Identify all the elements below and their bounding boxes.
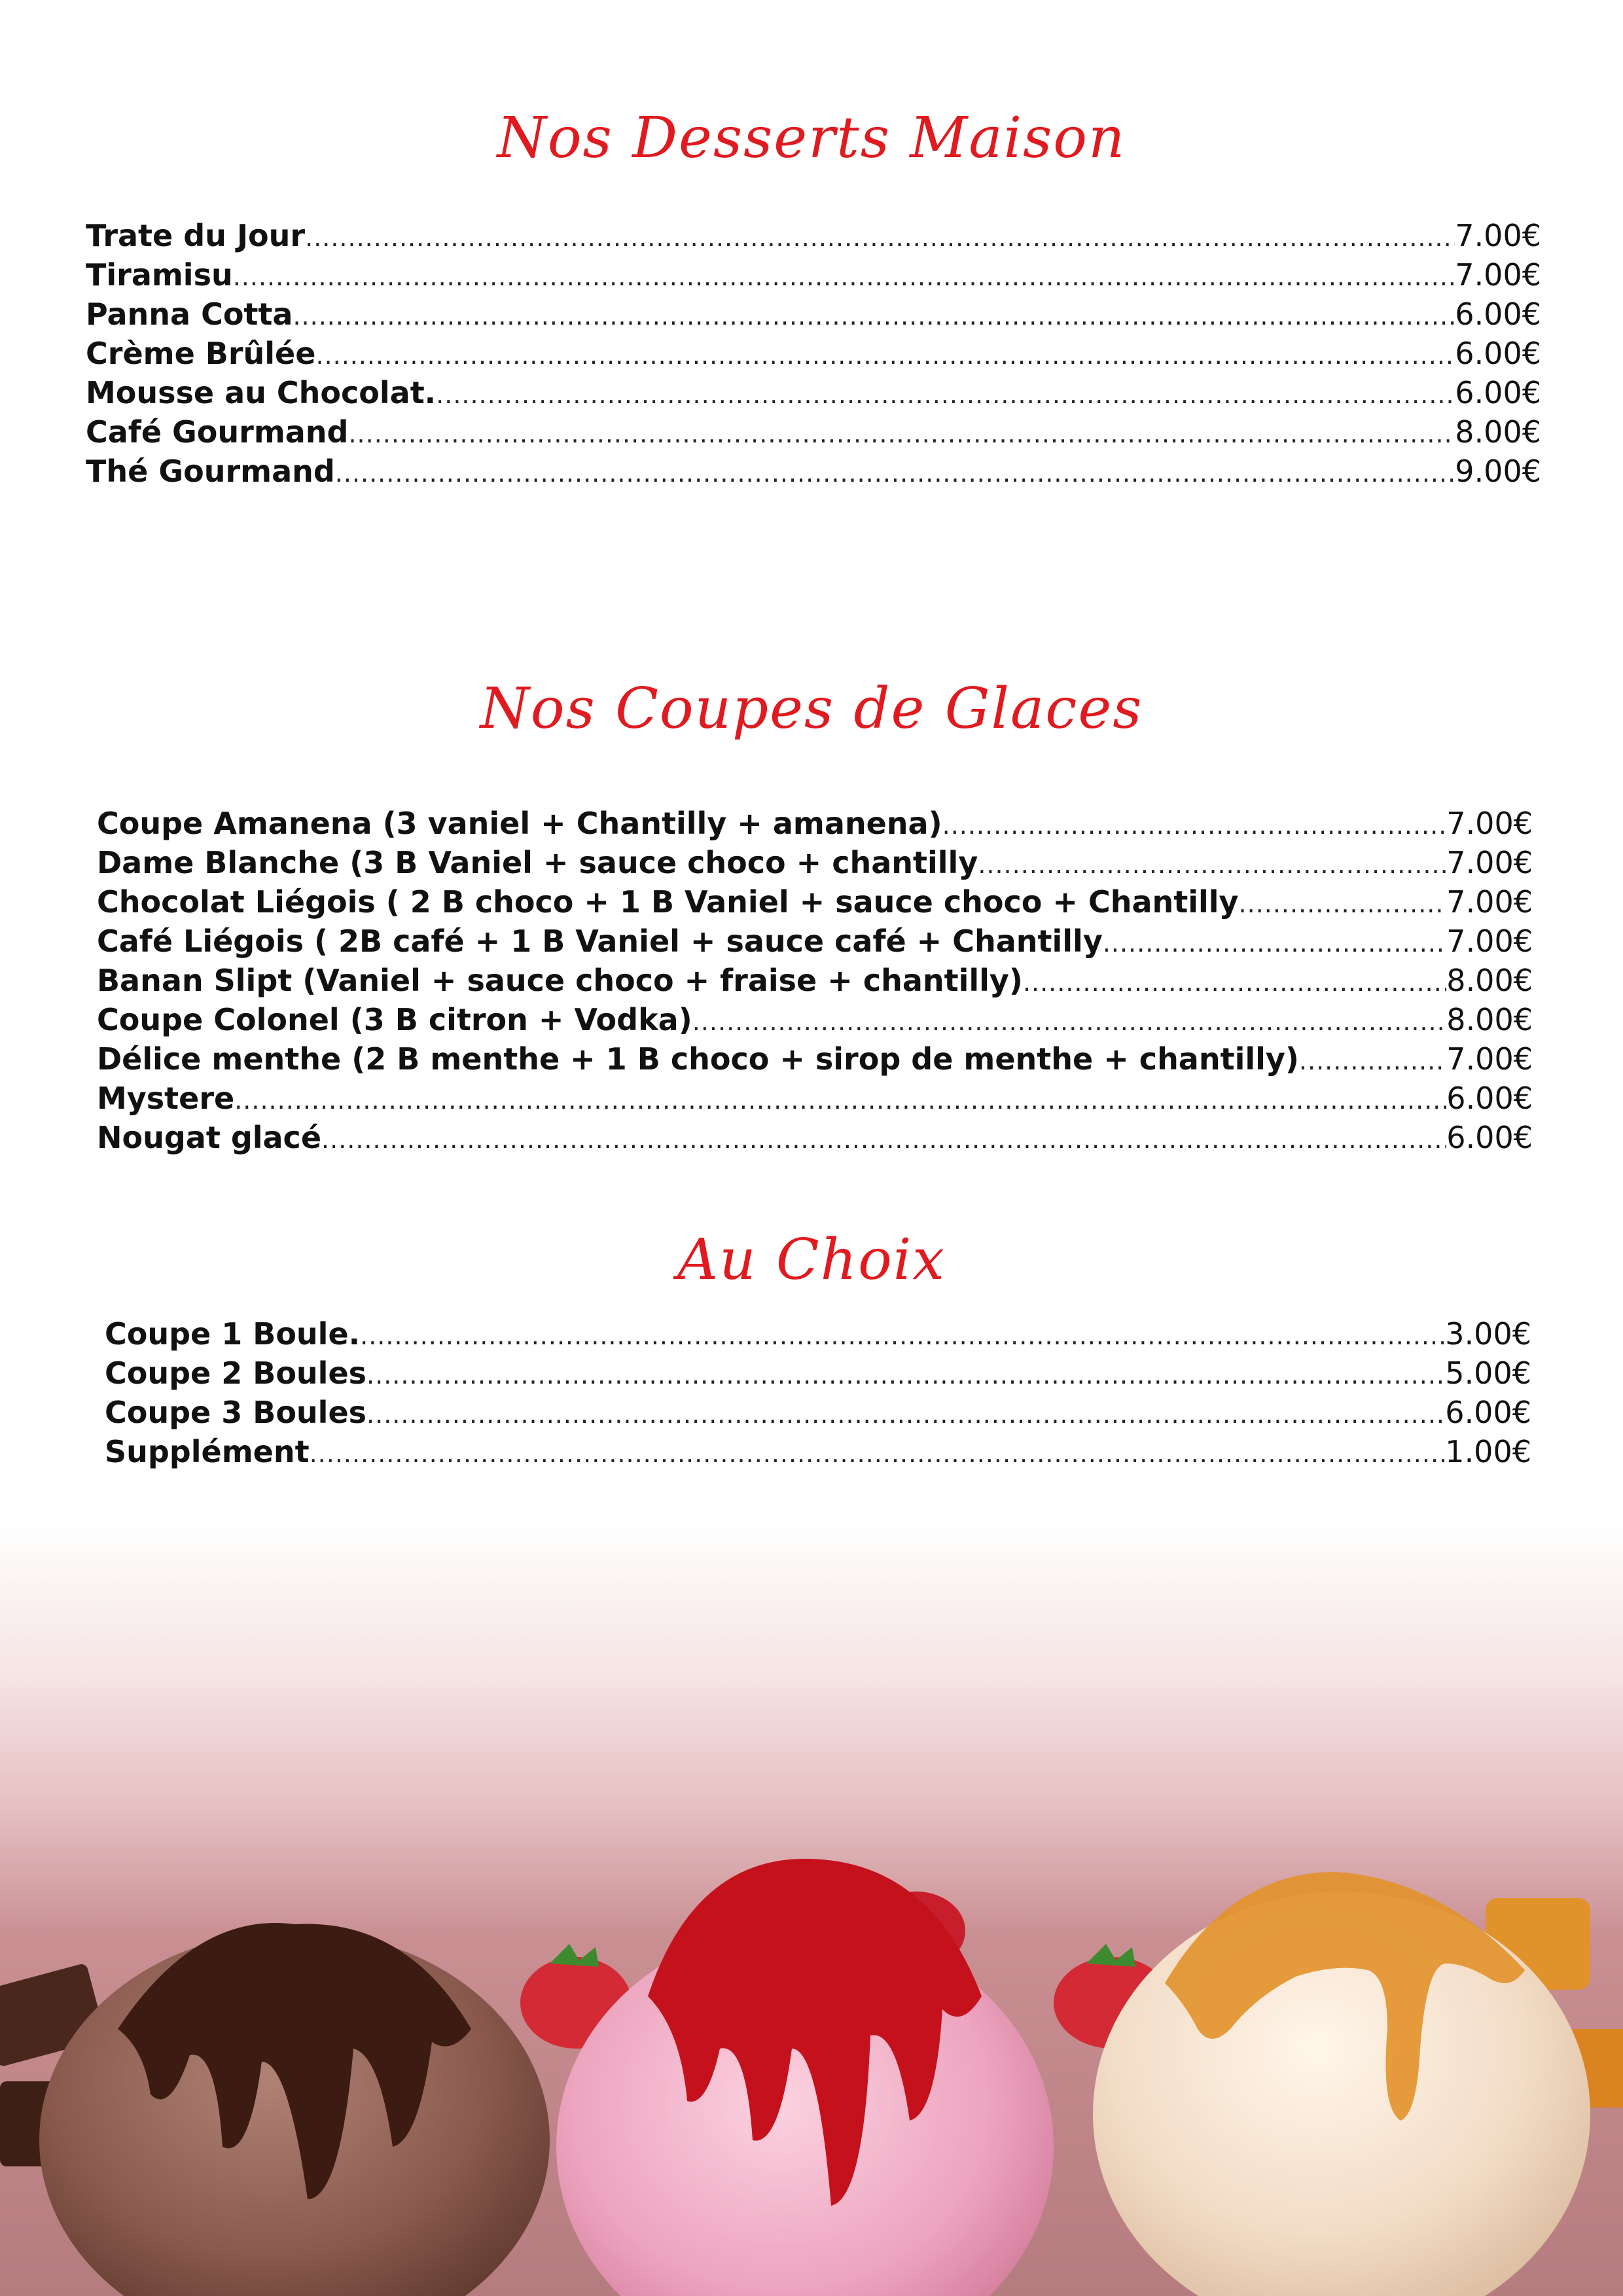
dot-leader: [321, 1120, 1446, 1159]
dot-leader: [366, 1395, 1445, 1434]
dot-leader: [436, 375, 1455, 414]
dot-leader: [1299, 1041, 1446, 1081]
item-price: 8.00€: [1446, 963, 1533, 998]
item-price: 6.00€: [1446, 1081, 1533, 1116]
item-name: Trate du Jour: [86, 218, 306, 253]
item-price: 6.00€: [1455, 375, 1541, 410]
dot-leader: [348, 414, 1455, 454]
menu-row: [97, 1118, 1533, 1157]
menu-row: [105, 1393, 1531, 1432]
menu-row: [97, 922, 1533, 961]
menu-row: [97, 804, 1533, 843]
item-price: 8.00€: [1455, 414, 1541, 450]
item-price: 7.00€: [1455, 257, 1541, 293]
item-name: Nougat glacé: [97, 1120, 322, 1155]
menu-row: [86, 295, 1541, 334]
menu-desserts: [86, 216, 1541, 491]
item-name: Café Gourmand: [86, 414, 349, 450]
item-name: Tiramisu: [86, 257, 233, 293]
item-price: 9.00€: [1455, 454, 1541, 489]
section-title-coupes: Nos Coupes de Glaces: [480, 676, 1143, 742]
item-price: 6.00€: [1446, 1120, 1533, 1155]
item-price: 1.00€: [1445, 1434, 1531, 1469]
item-price: 3.00€: [1445, 1316, 1531, 1352]
item-name: Panna Cotta: [86, 296, 293, 332]
menu-row: [86, 452, 1541, 491]
item-price: 8.00€: [1446, 1002, 1533, 1037]
menu-row: [86, 373, 1541, 412]
item-name: Café Liégois ( 2B café + 1 B Vaniel + sauce café + Chantilly: [97, 924, 1103, 959]
menu-row: [97, 1079, 1533, 1118]
menu-row: [105, 1432, 1531, 1471]
item-price: 6.00€: [1455, 336, 1541, 371]
item-name: Mystere: [97, 1081, 235, 1116]
menu-row: [97, 1000, 1533, 1039]
item-price: 6.00€: [1445, 1395, 1531, 1430]
item-name: Supplément: [105, 1434, 310, 1469]
dot-leader: [315, 336, 1455, 375]
ice-cream-illustration: [0, 1833, 1623, 2296]
dot-leader: [234, 1081, 1446, 1120]
chocolate-scoop: [39, 1923, 550, 2296]
section-title-choix: Au Choix: [677, 1227, 946, 1293]
item-price: 6.00€: [1455, 296, 1541, 332]
item-name: Dame Blanche (3 B Vaniel + sauce choco + chantilly: [97, 845, 978, 880]
item-name: Coupe Amanena (3 vaniel + Chantilly + amanena): [97, 806, 942, 841]
dot-leader: [360, 1316, 1445, 1355]
item-price: 7.00€: [1446, 884, 1533, 920]
item-price: 5.00€: [1445, 1355, 1531, 1391]
menu-row: [86, 412, 1541, 452]
item-name: Chocolat Liégois ( 2 B choco + 1 B Vaniel + sauce choco + Chantilly: [97, 884, 1239, 920]
dot-leader: [366, 1355, 1445, 1395]
dot-leader: [1023, 963, 1446, 1002]
item-name: Crème Brûlée: [86, 336, 316, 371]
item-price: 7.00€: [1446, 845, 1533, 880]
menu-row: [86, 334, 1541, 373]
item-price: 7.00€: [1455, 218, 1541, 253]
dot-leader: [335, 454, 1455, 493]
item-name: Coupe 1 Boule.: [105, 1316, 361, 1352]
item-name: Coupe 3 Boules: [105, 1395, 367, 1430]
dot-leader: [305, 218, 1455, 257]
item-name: Coupe Colonel (3 B citron + Vodka): [97, 1002, 692, 1037]
dot-leader: [233, 257, 1455, 296]
menu-row: [97, 1039, 1533, 1079]
menu-choix: [105, 1314, 1531, 1471]
menu-row: [97, 843, 1533, 882]
strawberry-scoop: [556, 1859, 1054, 2296]
dot-leader: [293, 296, 1455, 336]
dot-leader: [310, 1434, 1446, 1473]
item-name: Délice menthe (2 B menthe + 1 B choco + sirop de menthe + chantilly): [97, 1041, 1299, 1077]
dot-leader: [978, 845, 1446, 884]
menu-row: [97, 882, 1533, 922]
item-name: Coupe 2 Boules: [105, 1355, 367, 1391]
item-price: 7.00€: [1446, 1041, 1533, 1077]
dot-leader: [1103, 924, 1446, 963]
dot-leader: [692, 1002, 1447, 1041]
dot-leader: [1239, 884, 1447, 924]
item-price: 7.00€: [1446, 806, 1533, 841]
dot-leader: [942, 806, 1447, 845]
item-price: 7.00€: [1446, 924, 1533, 959]
item-name: Thé Gourmand: [86, 454, 335, 489]
menu-row: [97, 961, 1533, 1000]
section-title-desserts: Nos Desserts Maison: [497, 105, 1126, 171]
menu-row: [86, 255, 1541, 295]
item-name: Banan Slipt (Vaniel + sauce choco + fraise + chantilly): [97, 963, 1023, 998]
menu-coupes: [97, 804, 1533, 1157]
item-name: Mousse au Chocolat.: [86, 375, 437, 410]
menu-row: [86, 216, 1541, 255]
menu-row: [105, 1354, 1531, 1393]
menu-row: [105, 1314, 1531, 1354]
